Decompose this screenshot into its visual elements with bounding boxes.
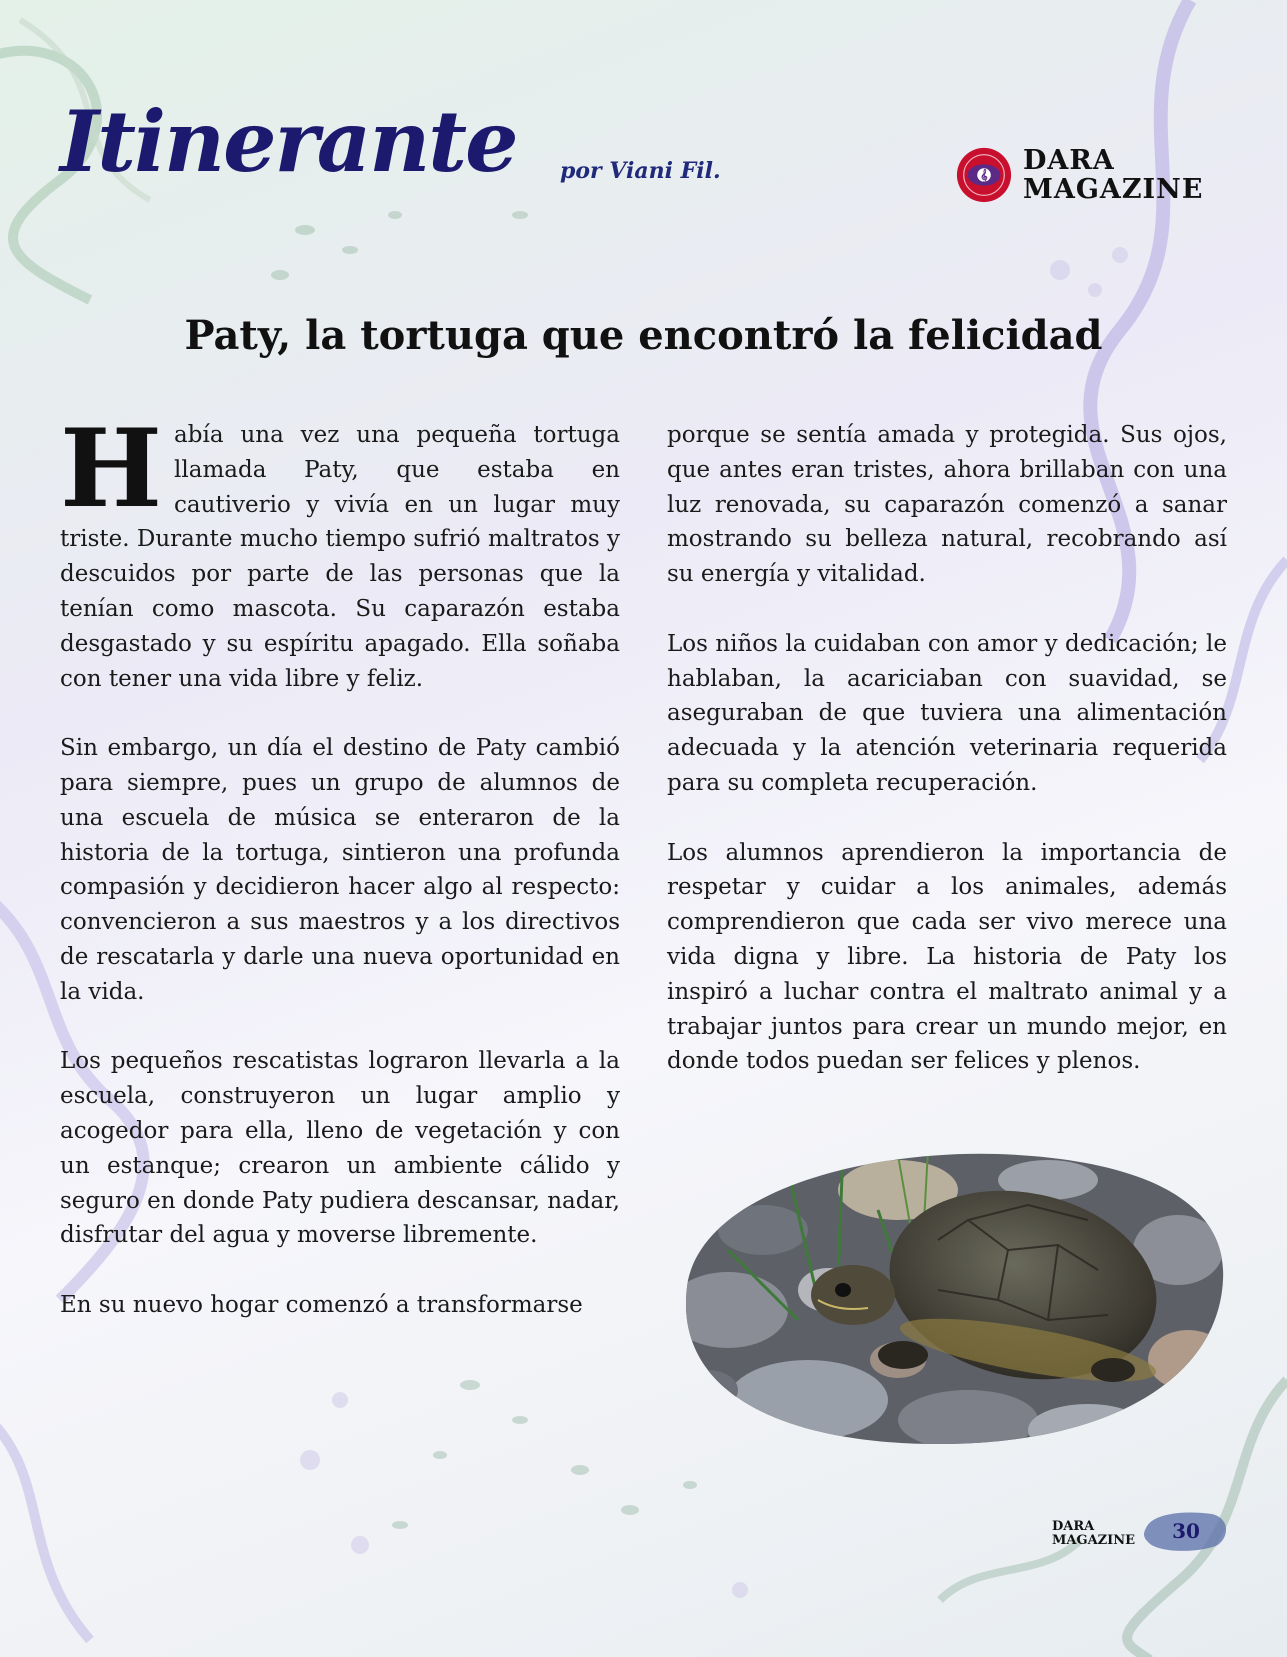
page-number-badge <box>1150 1512 1230 1550</box>
article-paragraph: Sin embargo, un día el destino de Paty cambió para siempre, pues un grupo de alumnos de una escuela de música se enteraron de la historia de la tortuga, sintieron una profunda compasión y decidieron hacer algo al respecto: convencieron a sus maestros y a los directivos de rescatarla y darle una nueva oportunidad en la vida. <box>60 735 620 1005</box>
logo-line-1: DARA <box>1023 145 1115 176</box>
section-title: Itinerante <box>60 92 517 191</box>
svg-text:𝄞: 𝄞 <box>980 167 988 183</box>
page-number: 30 <box>1172 1519 1200 1543</box>
logo-line-2: MAGAZINE <box>1023 174 1204 205</box>
article-paragraph: porque se sentía amada y protegida. Sus ojos, que antes eran tristes, ahora brillaban con una luz renovada, su caparazón comenzó a sanar mostrando su belleza natural, recobrando así su energía y vitalidad. <box>667 422 1227 588</box>
article-right-column <box>667 418 1227 1114</box>
footer-logo-line-1: DARA <box>1052 1519 1095 1534</box>
article-paragraph <box>60 406 620 696</box>
article-paragraph: Los alumnos aprendieron la importancia de respetar y cuidar a los animales, además comprendieron que cada ser vivo merece una vida digna y libre. La historia de Paty los inspiró a luchar contra el maltrato animal y a trabajar juntos para crear un mundo mejor, en donde todos puedan ser felices y plenos. <box>667 839 1227 1075</box>
article-title: Paty, la tortuga que encontró la felicidad <box>184 312 1103 359</box>
article-paragraph: En su nuevo hogar comenzó a transformarse <box>60 1291 583 1318</box>
article-left-column <box>60 406 620 1358</box>
author-byline: por Viani Fil. <box>560 158 721 184</box>
magazine-seal-icon <box>955 146 1013 204</box>
article-paragraph: Los niños la cuidaban con amor y dedicación; le hablaban, la acariciaban con suavidad, se aseguraban de que tuviera una alimentación adecuada y la atención veterinaria requerida para su completa recuperación. <box>667 630 1227 796</box>
footer-logo-line-2: MAGAZINE <box>1052 1533 1136 1548</box>
dara-magazine-logo <box>955 142 1235 208</box>
turtle-photo <box>668 1150 1228 1445</box>
footer-logo <box>1052 1520 1135 1548</box>
paragraph-text: abía una vez una pequeña tortuga llamada Paty, que estaba en cautiverio y vivía en un lugar muy triste. Durante mucho tiempo sufrió maltratos y descuidos por parte de las personas que la tenían como mascota. Su caparazón estaba desgastado y su espíritu apagado. Ella soñaba con tener una vida libre y feliz. <box>60 422 620 692</box>
article-paragraph: Los pequeños rescatistas lograron llevarla a la escuela, construyeron un lugar amplio y acogedor para ella, lleno de vegetación y con un estanque; crearon un ambiente cálido y seguro en donde Paty pudiera descansar, nadar, disfrutar del agua y moverse libremente. <box>60 1048 620 1249</box>
drop-cap: H <box>60 406 163 532</box>
logo-wordmark <box>1023 146 1203 204</box>
